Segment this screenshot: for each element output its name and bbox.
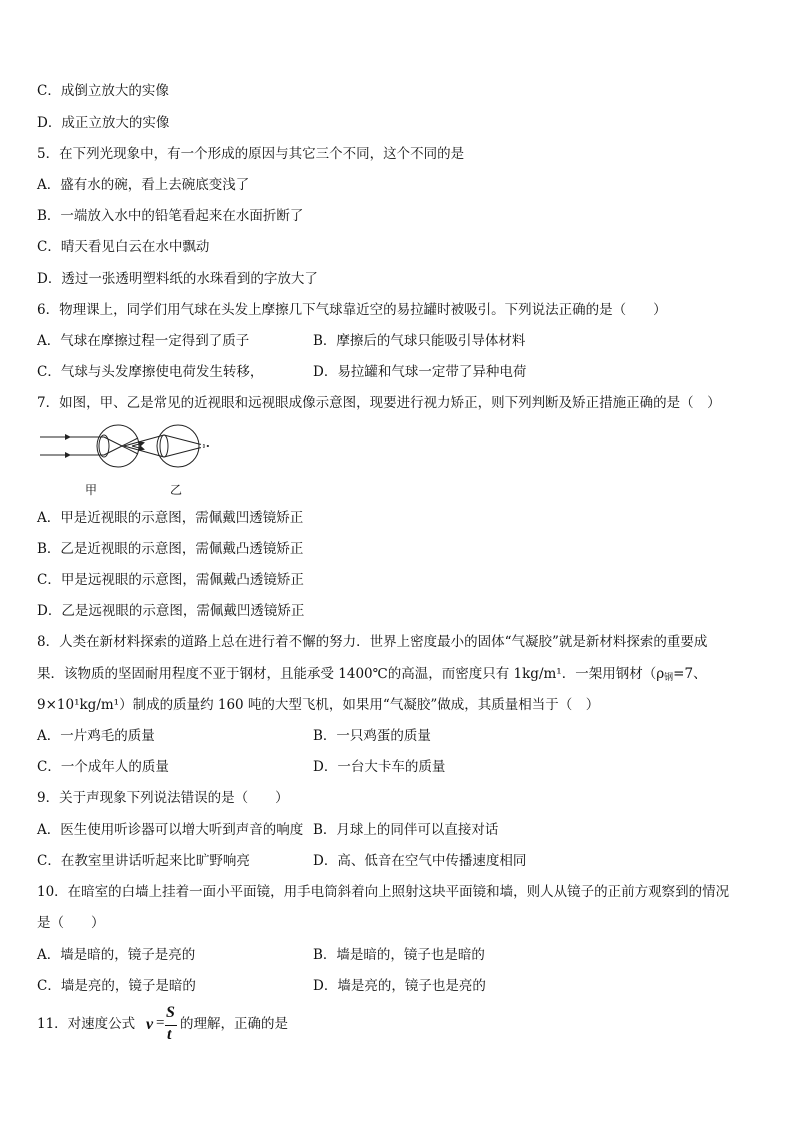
q9-option-d: D．高、低音在空气中传播速度相同	[313, 853, 527, 869]
q8-option-b: B．一只鸡蛋的质量	[313, 728, 431, 744]
q7-option-d: D．乙是远视眼的示意图，需佩戴凹透镜矫正	[37, 603, 305, 619]
q8-option-c: C．一个成年人的质量	[37, 759, 169, 775]
q8-stem-line-3: 9×10¹kg/m¹）制成的质量约 160 吨的大型飞机，如果用“气凝胶”做成，其质量相当于（ ）	[37, 697, 600, 713]
formula-denominator: t	[167, 1026, 172, 1043]
q10-stem-line-2: 是（ ）	[37, 915, 105, 931]
q5-option-b: B．一端放入水中的铅笔看起来在水面折断了	[37, 208, 304, 224]
q6-options-row-2	[37, 363, 757, 381]
q10-option-c: C．墙是亮的，镜子是暗的	[37, 978, 196, 994]
formula-v: v	[146, 1016, 154, 1033]
q6-option-a: A．气球在摩擦过程一定得到了质子	[37, 333, 250, 349]
q6-option-d: D．易拉罐和气球一定带了异种电荷	[313, 364, 527, 380]
eye-diagram-yi	[124, 425, 210, 467]
q5-option-c: C．晴天看见白云在水中飘动	[37, 239, 210, 255]
q8-stem-line-2	[37, 665, 707, 687]
q5-option-a: A．盛有水的碗，看上去碗底变浅了	[37, 177, 250, 193]
figure-label-jia: 甲	[85, 483, 98, 497]
q10-stem-line-1: 10．在暗室的白墙上挂着一面小平面镜，用手电筒斜着向上照射这块平面镜和墙，则人从镜子的正前方观察到的情况	[37, 884, 730, 900]
q9-option-c: C．在教室里讲话听起来比旷野响亮	[37, 853, 250, 869]
q7-stem: 7．如图，甲、乙是常见的近视眼和远视眼成像示意图，现要进行视力矫正，则下列判断及矫正措施正确的是（ ）	[37, 395, 721, 411]
eye-diagram-svg	[36, 424, 226, 498]
q9-options-row-1	[37, 821, 757, 839]
q7-option-a: A．甲是近视眼的示意图，需佩戴凹透镜矫正	[37, 510, 304, 526]
q8-option-d: D．一台大卡车的质量	[313, 759, 446, 775]
q7-option-b: B．乙是近视眼的示意图，需佩戴凸透镜矫正	[37, 541, 304, 557]
formula-equals: =	[156, 1015, 165, 1031]
q10-option-d: D．墙是亮的，镜子也是亮的	[313, 978, 486, 994]
q10-options-row-1	[37, 946, 757, 964]
q4-option-c: C．成倒立放大的实像	[37, 83, 169, 99]
q8-steel-subscript: 钢	[664, 673, 674, 683]
q6-stem: 6．物理课上，同学们用气球在头发上摩擦几下气球靠近空的易拉罐时被吸引。下列说法正确的是（ ）	[37, 302, 667, 318]
q8-stem-line-1: 8．人类在新材料探索的道路上总在进行着不懈的努力．世界上密度最小的固体“气凝胶”就是新材料探索的重要成	[37, 634, 708, 650]
q9-stem: 9．关于声现象下列说法错误的是（ ）	[37, 790, 289, 806]
q9-options-row-2	[37, 852, 757, 870]
q11-stem-prefix: 11．对速度公式	[37, 1016, 136, 1032]
q6-option-c: C．气球与头发摩擦使电荷发生转移，	[37, 364, 264, 380]
q6-option-b: B．摩擦后的气球只能吸引导体材料	[313, 333, 526, 349]
eye-diagram-figure	[36, 424, 226, 498]
q8-option-a: A．一片鸡毛的质量	[37, 728, 155, 744]
q6-options-row-1	[37, 332, 757, 350]
q10-option-b: B．墙是暗的，镜子也是暗的	[313, 947, 485, 963]
q8-options-row-2	[37, 758, 757, 776]
formula-numerator: S	[166, 1004, 175, 1021]
q5-option-d: D．透过一张透明塑料纸的水珠看到的字放大了	[37, 271, 318, 287]
q11-stem-suffix: 的理解，正确的是	[180, 1016, 288, 1032]
q8-options-row-1	[37, 727, 757, 745]
q10-option-a: A．墙是暗的，镜子是亮的	[37, 947, 196, 963]
q5-stem: 5．在下列光现象中，有一个形成的原因与其它三个不同，这个不同的是	[37, 146, 465, 162]
q7-option-c: C．甲是远视眼的示意图，需佩戴凸透镜矫正	[37, 572, 304, 588]
q9-option-b: B．月球上的同伴可以直接对话	[313, 822, 499, 838]
q8-stem-line-2-text: 果．该物质的坚固耐用程度不亚于钢材，且能承受 1400℃的高温，而密度只有 1kg/m¹．一架用钢材（ρ	[37, 666, 665, 682]
q9-option-a: A．医生使用听诊器可以增大听到声音的响度	[37, 822, 304, 838]
q10-options-row-2	[37, 977, 757, 995]
q8-stem-line-2-end: =7、	[673, 666, 707, 682]
figure-label-yi: 乙	[170, 483, 183, 497]
q4-option-d: D．成正立放大的实像	[37, 115, 170, 131]
